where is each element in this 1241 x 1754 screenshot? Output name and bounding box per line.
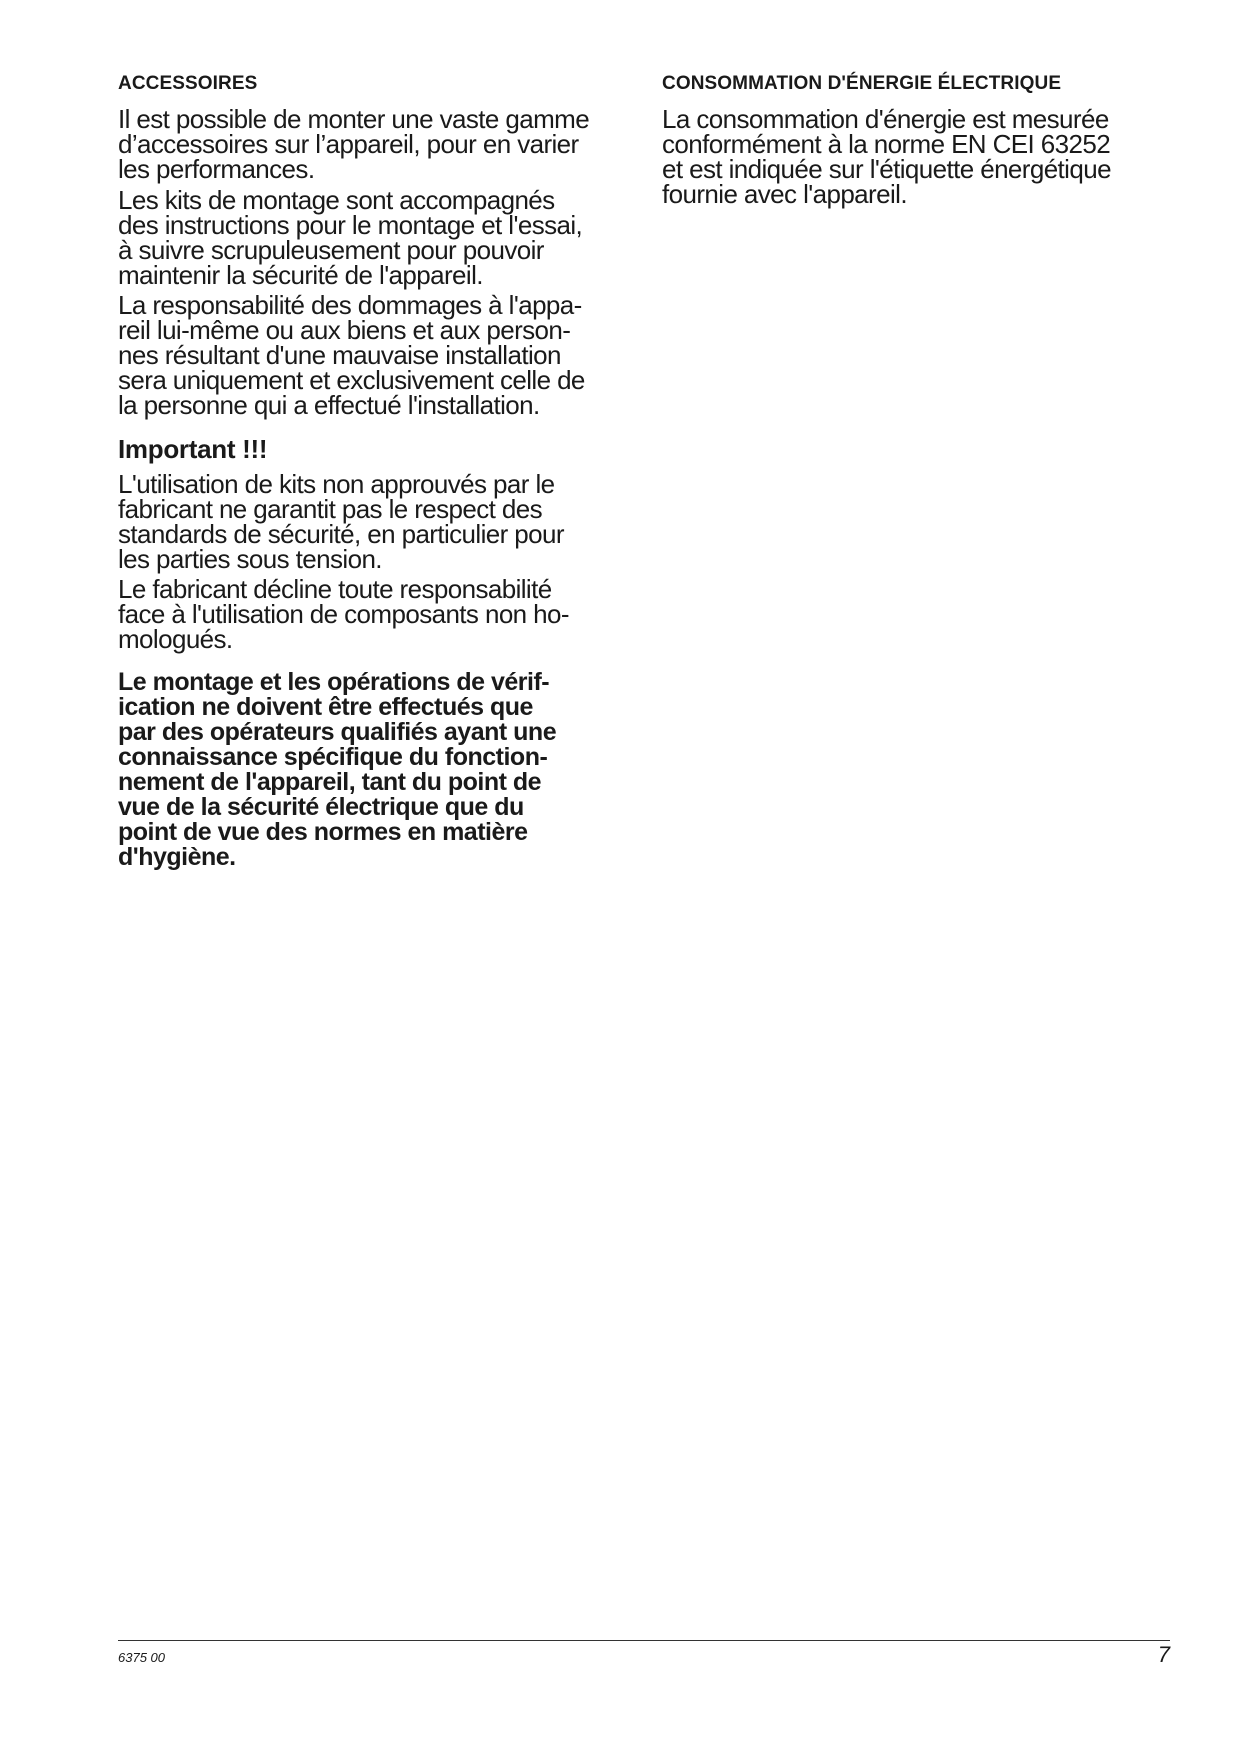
qualified-operators-warning	[118, 670, 556, 870]
text-line: sera uniquement et exclusivement celle de	[118, 365, 585, 395]
important-paragraph-2	[118, 574, 569, 654]
text-line: la personne qui a effectué l'installation.	[118, 390, 540, 420]
text-line: d'hygiène.	[118, 843, 236, 871]
text-line: mologués.	[118, 624, 233, 654]
text-line: La responsabilité des dommages à l'appa-	[118, 290, 582, 320]
text-line: nement de l'appareil, tant du point de	[118, 768, 542, 796]
text-line: fournie avec l'appareil.	[662, 179, 907, 209]
text-line: connaissance spécifique du fonction-	[118, 743, 548, 771]
text-line: d’accessoires sur l’appareil, pour en varier	[118, 129, 579, 159]
text-line: conformément à la norme EN CEI 63252	[662, 129, 1111, 159]
document-code: 6375 00	[118, 1650, 165, 1665]
text-line: ication ne doivent être effectués que	[118, 693, 533, 721]
text-line: L'utilisation de kits non approuvés par le	[118, 469, 555, 499]
accessories-paragraph-2	[118, 185, 583, 290]
energy-consumption-heading: CONSOMMATION D'ÉNERGIE ÉLECTRIQUE	[662, 73, 1062, 94]
text-line: point de vue des normes en matière	[118, 818, 528, 846]
text-line: La consommation d'énergie est mesurée	[662, 104, 1109, 134]
accessories-paragraph-3	[118, 290, 585, 420]
text-line: maintenir la sécurité de l'appareil.	[118, 260, 483, 290]
page-number: 7	[1157, 1642, 1170, 1667]
text-line: reil lui-même ou aux biens et aux person-	[118, 315, 571, 345]
text-line: des instructions pour le montage et l'essai,	[118, 210, 583, 240]
text-line: les parties sous tension.	[118, 544, 382, 574]
text-line: Il est possible de monter une vaste gamme	[118, 104, 590, 134]
text-line: les performances.	[118, 154, 315, 184]
text-line: standards de sécurité, en particulier pour	[118, 519, 564, 549]
accessories-paragraph-1	[118, 104, 590, 184]
text-line: nes résultant d'une mauvaise installation	[118, 340, 561, 370]
important-title: Important !!!	[118, 434, 268, 464]
text-line: Le montage et les opérations de vérif-	[118, 668, 550, 696]
text-line: Le fabricant décline toute responsabilité	[118, 574, 552, 604]
text-line: à suivre scrupuleusement pour pouvoir	[118, 235, 544, 265]
text-line: fabricant ne garantit pas le respect des	[118, 494, 543, 524]
text-line: vue de la sécurité électrique que du	[118, 793, 524, 821]
important-paragraph-1	[118, 469, 564, 574]
accessories-heading: ACCESSOIRES	[118, 73, 258, 94]
text-line: par des opérateurs qualifiés ayant une	[118, 718, 557, 746]
text-line: face à l'utilisation de composants non ho-	[118, 599, 569, 629]
text-line: Les kits de montage sont accompagnés	[118, 185, 555, 215]
footer-divider	[118, 1640, 1170, 1641]
text-line: et est indiquée sur l'étiquette énergétique	[662, 154, 1111, 184]
energy-consumption-paragraph	[662, 104, 1111, 209]
